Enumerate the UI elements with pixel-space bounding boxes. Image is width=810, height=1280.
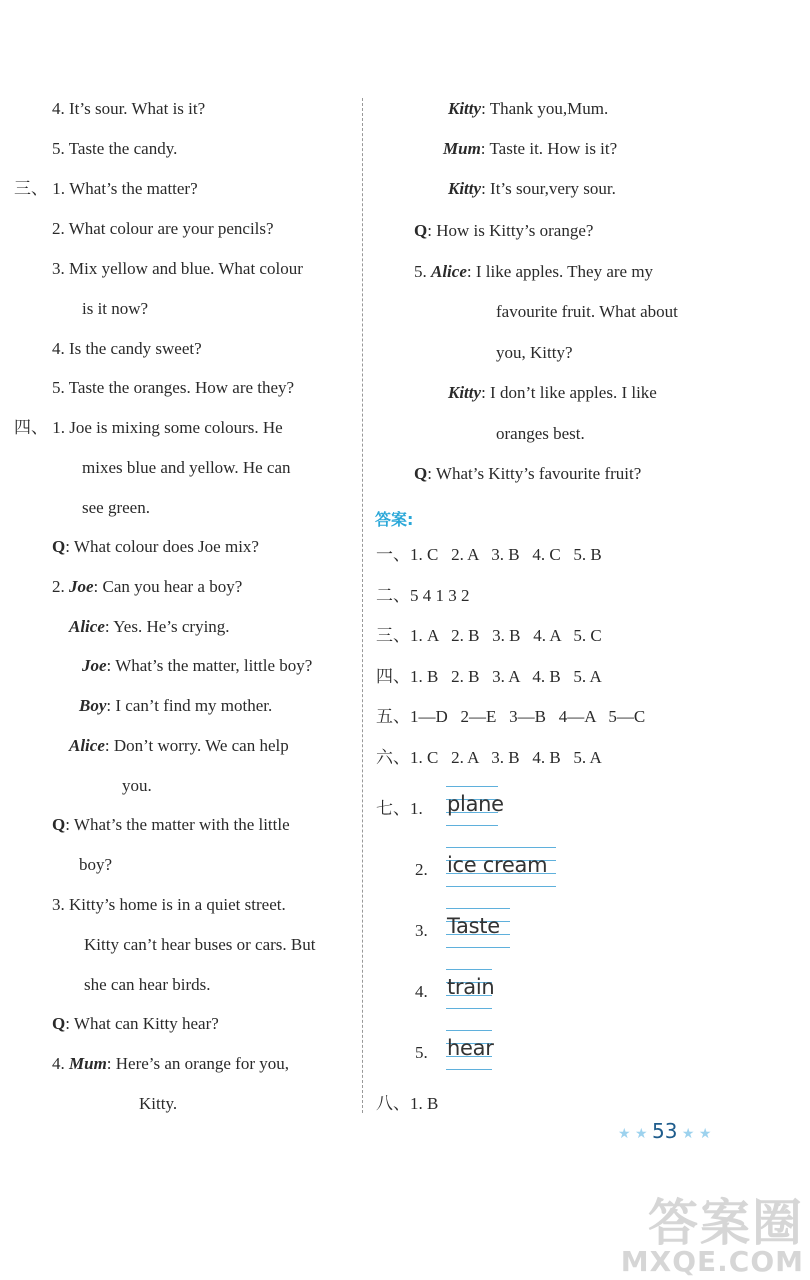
question-label: Q [414, 464, 428, 483]
speaker-name: Kitty [448, 179, 482, 198]
question-label: Q [52, 537, 66, 556]
item-number: 2. [52, 577, 65, 596]
dialogue-line [414, 261, 653, 283]
item-number: 4. [52, 99, 65, 118]
page-number-value: 53 [652, 1119, 678, 1143]
dialogue-line [122, 775, 152, 797]
line-text: What colour are your pencils? [68, 219, 274, 238]
item-number: 4. [52, 339, 65, 358]
question-line [52, 814, 290, 836]
line-text: Taste the oranges. How are they? [68, 378, 295, 397]
handwriting-answer [446, 786, 504, 830]
question-label: Q [52, 815, 66, 834]
item-number: 3. [52, 895, 65, 914]
dialogue-line [14, 417, 283, 439]
line-text: Is the candy sweet? [69, 339, 202, 358]
line-text: Mix yellow and blue. What colour [69, 259, 303, 278]
line-text: : Taste it. How is it? [480, 139, 618, 158]
dialogue-line [52, 338, 202, 360]
speaker-name: Alice [69, 617, 105, 636]
dialogue-line [82, 655, 312, 677]
line-text: : Can you hear a boy? [93, 577, 243, 596]
line-text: Kitty’s home is in a quiet street. [69, 895, 286, 914]
dialogue-line [448, 98, 608, 120]
dialogue-line [79, 695, 272, 717]
handwritten-word: train [447, 975, 495, 999]
answer-line [376, 1093, 438, 1115]
line-text: What’s the matter? [69, 179, 198, 198]
item-number: 3. [52, 259, 65, 278]
section-marker: 四、 [14, 418, 48, 437]
dialogue-line [69, 735, 289, 757]
dialogue-line [79, 854, 112, 876]
line-text: : What’s Kitty’s favourite fruit? [427, 464, 642, 483]
answer-text: 1. C 2. A 3. B 4. C 5. B [410, 545, 602, 564]
line-text: : It’s sour,very sour. [481, 179, 616, 198]
line-text: Kitty. [139, 1094, 178, 1113]
dialogue-line [496, 342, 573, 364]
answer-text: 1. C 2. A 3. B 4. B 5. A [410, 748, 602, 767]
section-marker: 二、 [376, 586, 410, 605]
dialogue-line [443, 138, 617, 160]
watermark-url: MXQE.COM [620, 1245, 804, 1278]
dialogue-line [52, 258, 303, 280]
item-number: 5. [52, 378, 65, 397]
speaker-name: Joe [82, 656, 107, 675]
line-text: : Here’s an orange for you, [106, 1054, 290, 1073]
section-marker: 七、 [376, 799, 410, 818]
handwriting-answer [446, 847, 556, 891]
dialogue-line [69, 616, 230, 638]
dialogue-line [496, 301, 678, 323]
question-label: Q [414, 221, 428, 240]
dialogue-line [84, 974, 211, 996]
item-number: 4. [415, 982, 428, 1001]
speaker-name: Kitty [448, 383, 482, 402]
line-text: you. [122, 776, 152, 795]
watermark [620, 1194, 804, 1278]
speaker-name: Kitty [448, 99, 482, 118]
line-text: : What can Kitty hear? [65, 1014, 219, 1033]
star-icon: ★ ★ [618, 1126, 653, 1142]
answer-line [376, 747, 602, 769]
line-text: : I like apples. They are my [466, 262, 654, 281]
dialogue-line [52, 377, 294, 399]
dialogue-line [84, 934, 315, 956]
item-number: 5. [415, 1043, 428, 1062]
answer-text: 1. A 2. B 3. B 4. A 5. C [410, 626, 602, 645]
handwritten-word: Taste [447, 914, 500, 938]
line-text: Kitty can’t hear buses or cars. But [84, 935, 316, 954]
line-text: : How is Kitty’s orange? [427, 221, 594, 240]
column-divider [362, 98, 363, 1113]
answer-line [376, 544, 602, 566]
handwriting-answer [446, 1030, 492, 1074]
answer-line [376, 625, 602, 647]
dialogue-line [448, 178, 616, 200]
item-number: 3. [415, 921, 428, 940]
dialogue-line [52, 138, 177, 160]
line-text: she can hear birds. [84, 975, 211, 994]
dialogue-line [14, 178, 198, 200]
line-text: see green. [82, 498, 150, 517]
line-text: : What’s the matter, little boy? [106, 656, 313, 675]
dialogue-line [448, 382, 657, 404]
speaker-name: Mum [443, 139, 481, 158]
handwriting-answer [446, 969, 495, 1013]
handwritten-word: ice cream [447, 853, 548, 877]
section-marker: 一、 [376, 545, 410, 564]
answer-text: 1—D 2—E 3—B 4—A 5—C [410, 707, 646, 726]
section-marker: 三、 [376, 626, 410, 645]
dialogue-line [82, 497, 150, 519]
line-text: : Yes. He’s crying. [104, 617, 230, 636]
dialogue-line [52, 576, 242, 598]
line-text: Joe is mixing some colours. He [69, 418, 283, 437]
item-number: 4. [52, 1054, 65, 1073]
answer-line [376, 666, 602, 688]
watermark-logo-text: 答案圈 [648, 1194, 804, 1252]
line-text: It’s sour. What is it? [69, 99, 206, 118]
line-text: you, Kitty? [496, 343, 573, 362]
line-text: Taste the candy. [68, 139, 178, 158]
line-text: oranges best. [496, 424, 585, 443]
section-marker: 三、 [14, 179, 48, 198]
line-text: : I don’t like apples. I like [481, 383, 657, 402]
line-text: : What’s the matter with the little [65, 815, 290, 834]
answer-text: 1. B [410, 1094, 439, 1113]
speaker-name: Joe [69, 577, 94, 596]
answer-text: 1. B 2. B 3. A 4. B 5. A [410, 667, 602, 686]
question-label: Q [52, 1014, 66, 1033]
line-text: : What colour does Joe mix? [65, 537, 259, 556]
line-text: : Don’t worry. We can help [104, 736, 289, 755]
dialogue-line [139, 1093, 177, 1115]
speaker-name: Mum [69, 1054, 107, 1073]
line-text: is it now? [82, 299, 149, 318]
star-icon: ★ ★ [677, 1126, 712, 1142]
answer-line [376, 706, 645, 728]
handwritten-word: hear [447, 1036, 494, 1060]
item-number: 1. [52, 418, 65, 437]
line-text: mixes blue and yellow. He can [82, 458, 291, 477]
dialogue-line [496, 423, 585, 445]
speaker-name: Alice [69, 736, 105, 755]
dialogue-line [82, 457, 291, 479]
page-number [618, 1119, 711, 1143]
line-text: favourite fruit. What about [496, 302, 678, 321]
answer-text: 5 4 1 3 2 [410, 586, 470, 605]
handwritten-word: plane [447, 792, 504, 816]
answer-line [376, 585, 470, 607]
dialogue-line [52, 894, 286, 916]
dialogue-line [52, 218, 274, 240]
question-line [52, 1013, 219, 1035]
item-number: 5. [414, 262, 427, 281]
item-number: 1. [410, 799, 423, 818]
section-marker: 六、 [376, 748, 410, 767]
line-text: boy? [79, 855, 113, 874]
line-text: : Thank you,Mum. [481, 99, 609, 118]
speaker-name: Alice [431, 262, 467, 281]
item-number: 2. [52, 219, 65, 238]
dialogue-line [52, 1053, 289, 1075]
section-marker: 四、 [376, 667, 410, 686]
question-line [52, 536, 259, 558]
answer-line [376, 798, 423, 820]
answers-heading: 答案: [375, 510, 414, 529]
item-number: 5. [52, 139, 65, 158]
item-number: 1. [52, 179, 65, 198]
line-text: : I can’t find my mother. [106, 696, 273, 715]
question-line [414, 220, 593, 242]
handwriting-answer [446, 908, 510, 952]
dialogue-line [82, 298, 148, 320]
section-marker: 五、 [376, 707, 410, 726]
dialogue-line [52, 98, 205, 120]
item-number: 2. [415, 860, 428, 879]
question-line [414, 463, 641, 485]
section-marker: 八、 [376, 1094, 410, 1113]
speaker-name: Boy [79, 696, 107, 715]
